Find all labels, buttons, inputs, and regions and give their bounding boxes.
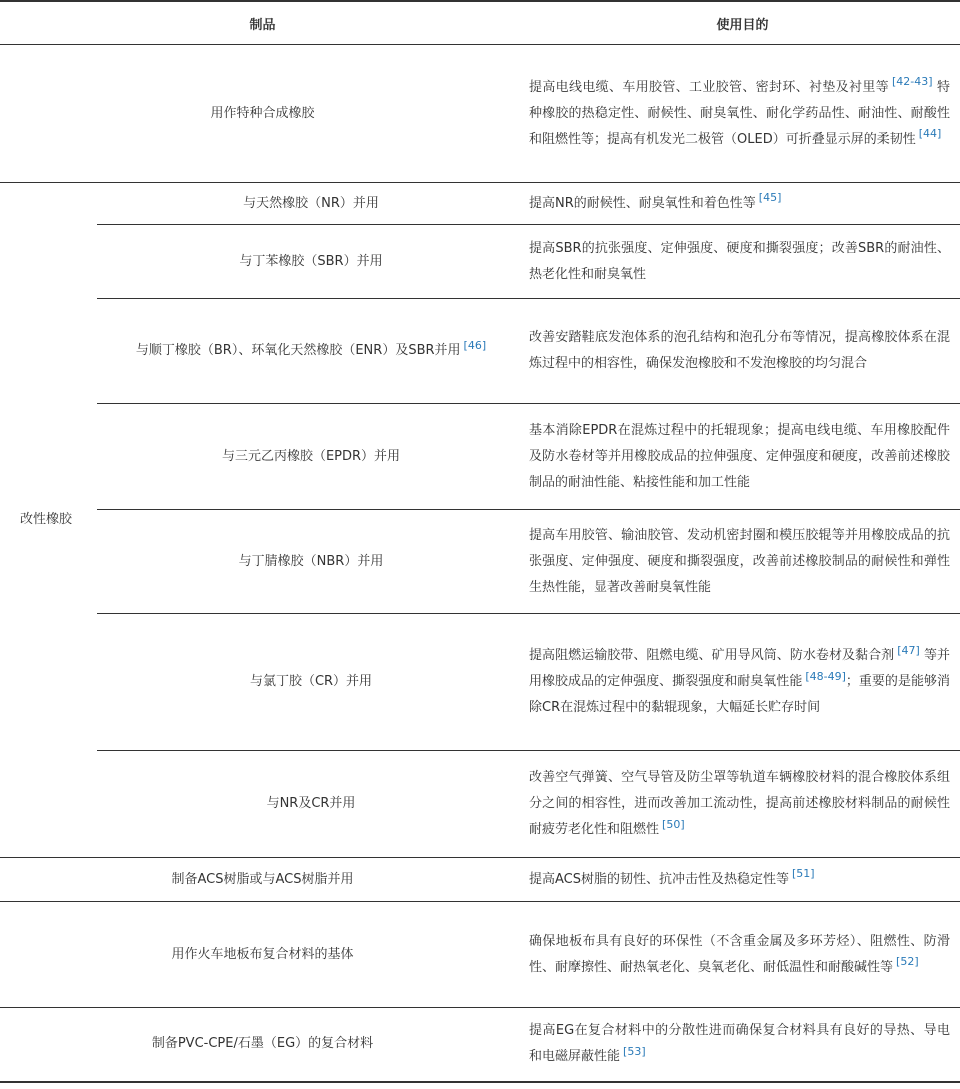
purpose-cell [525, 1008, 960, 1082]
purpose-text: 基本消除EPDR在混炼过程中的托辊现象；提高电线电缆、车用橡胶配件及防水卷材等并用橡胶成品的拉伸强度、定伸强度和硬度，改善前述橡胶制品的耐油性能、粘接性能和加工性能 [529, 422, 951, 490]
citation-ref: [46] [463, 338, 487, 352]
purpose-cell [525, 510, 960, 614]
header-product: 制品 [0, 1, 525, 45]
table-row [0, 45, 960, 183]
product-cell [97, 614, 525, 751]
header-purpose: 使用目的 [525, 1, 960, 45]
purpose-cell [525, 902, 960, 1008]
purpose-text: 特种橡胶的热稳定性、耐候性、耐臭氧性、耐化学药品性、耐油性、耐酸性和阻燃性等；提高有机发光二极管（OLED）可折叠显示屏的柔韧性 [529, 79, 951, 147]
purpose-cell [525, 614, 960, 751]
purpose-cell [525, 404, 960, 510]
product-cell [97, 510, 525, 614]
table-row [0, 299, 960, 404]
table-row [0, 858, 960, 902]
product-cell [0, 1008, 525, 1082]
purpose-text: 提高车用胶管、输油胶管、发动机密封圈和模压胶辊等并用橡胶成品的抗张强度、定伸强度、硬度和撕裂强度，改善前述橡胶制品的耐候性和弹性生热性能，显著改善耐臭氧性能 [529, 527, 951, 595]
purpose-text: 提高EG在复合材料中的分散性进而确保复合材料具有良好的导热、导电和电磁屏蔽性能 [529, 1023, 951, 1065]
table-row [0, 510, 960, 614]
product-text: 用作特种合成橡胶 [210, 105, 315, 121]
product-cell [97, 751, 525, 858]
group-cell: 改性橡胶 [0, 183, 97, 858]
purpose-text: 改善空气弹簧、空气导管及防尘罩等轨道车辆橡胶材料的混合橡胶体系组分之间的相容性，进而改善加工流动性，提高前述橡胶材料制品的耐候性耐疲劳老化性和阻燃性 [529, 770, 951, 837]
table-row [0, 902, 960, 1008]
purpose-text: ；重要的是能够消除CR在混炼过程中的黏辊现象，大幅延长贮存时间 [529, 674, 950, 715]
product-text: 与丁腈橡胶（NBR）并用 [238, 553, 384, 569]
purpose-cell [525, 751, 960, 858]
product-cell [97, 183, 525, 225]
purpose-text: 提高SBR的抗张强度、定伸强度、硬度和撕裂强度；改善SBR的耐油性、热老化性和耐臭氧性 [529, 240, 951, 282]
purpose-text: 确保地板布具有良好的环保性（不含重金属及多环芳烃）、阻燃性、防滑性、耐摩擦性、耐热氧老化、臭氧老化、耐低温性和耐酸碱性等 [529, 933, 951, 975]
table-row [0, 404, 960, 510]
purpose-text: 提高电线电缆、车用胶管、工业胶管、密封环、衬垫及衬里等 [529, 79, 889, 95]
product-text: 与顺丁橡胶（BR）、环氧化天然橡胶（ENR）及SBR并用 [135, 343, 461, 358]
table-row [0, 614, 960, 751]
product-text: 制备PVC-CPE/石墨（EG）的复合材料 [151, 1036, 374, 1052]
purpose-cell [525, 45, 960, 183]
product-text: 与氯丁胶（CR）并用 [249, 674, 373, 689]
citation-ref: [47] [897, 643, 920, 657]
table-row [0, 225, 960, 299]
citation-ref: [50] [662, 817, 685, 831]
table-row [0, 1008, 960, 1082]
product-cell [97, 225, 525, 299]
purpose-cell [525, 225, 960, 299]
header-row [0, 1, 960, 45]
citation-ref: [45] [758, 191, 782, 205]
purpose-text: 改善安踏鞋底发泡体系的泡孔结构和泡孔分布等情况，提高橡胶体系在混炼过程中的相容性，确保发泡橡胶和不发泡橡胶的均匀混合 [529, 330, 951, 371]
product-text: 与丁苯橡胶（SBR）并用 [239, 253, 383, 269]
product-text: 与天然橡胶（NR）并用 [243, 195, 379, 211]
product-cell [0, 45, 525, 183]
purpose-text: 等并用橡胶成品的定伸强度、撕裂强度和耐臭氧性能 [529, 648, 950, 689]
product-text: 与三元乙丙橡胶（EPDR）并用 [221, 448, 401, 464]
citation-ref: [48-49] [805, 669, 846, 683]
product-cell [0, 902, 525, 1008]
table-row [0, 751, 960, 858]
citation-ref: [51] [792, 867, 815, 881]
purpose-cell [525, 299, 960, 404]
citation-ref: [44] [918, 127, 942, 141]
product-text: 制备ACS树脂或与ACS树脂并用 [171, 871, 354, 887]
citation-ref: [52] [896, 955, 919, 969]
purpose-text: 提高NR的耐候性、耐臭氧性和着色性等 [529, 195, 756, 211]
purpose-text: 提高ACS树脂的韧性、抗冲击性及热稳定性等 [529, 871, 790, 887]
table-row [0, 183, 960, 225]
purpose-text: 提高阻燃运输胶带、阻燃电缆、矿用导风筒、防水卷材及黏合剂 [529, 648, 895, 663]
product-cell [0, 858, 525, 902]
product-cell [97, 299, 525, 404]
purpose-cell [525, 183, 960, 225]
citation-ref: [53] [623, 1044, 646, 1058]
product-text: 用作火车地板布复合材料的基体 [171, 946, 354, 962]
product-text: 与NR及CR并用 [266, 796, 356, 811]
purpose-cell [525, 858, 960, 902]
citation-ref: [42-43] [891, 75, 933, 89]
product-cell [97, 404, 525, 510]
